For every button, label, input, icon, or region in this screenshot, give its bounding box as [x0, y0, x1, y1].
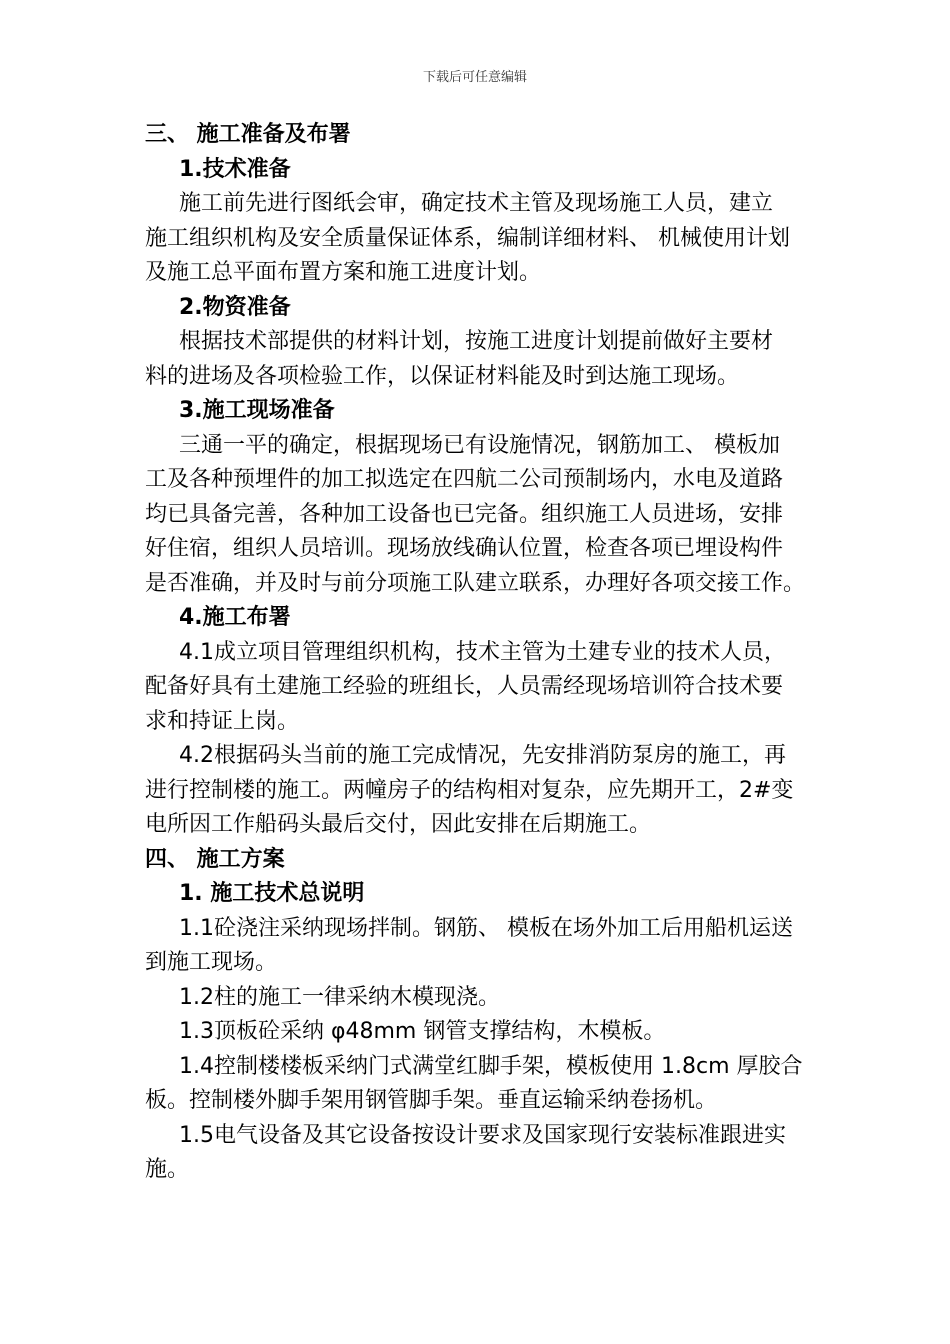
paragraph-line: 1.4控制楼楼板采纳门式满堂红脚手架，模板使用 1.8cm 厚胶合 — [179, 1053, 803, 1079]
subsection-heading: 1.技术准备 — [179, 156, 291, 182]
paragraph-line: 好住宿，组织人员培训。现场放线确认位置，检查各项已埋设构件 — [145, 536, 784, 561]
paragraph-line: 到施工现场。 — [145, 950, 278, 975]
paragraph-line: 三通一平的确定，根据现场已有设施情况，钢筋加工、 模板加 — [179, 432, 780, 458]
paragraph-line: 施工前先进行图纸会审，确定技术主管及现场施工人员，建立 — [179, 191, 774, 216]
subsection-heading: 2.物资准备 — [179, 294, 291, 320]
subsection-heading: 4.施工布署 — [179, 605, 291, 630]
paragraph-line: 施。 — [145, 1157, 190, 1182]
paragraph-line: 1.2柱的施工一律采纳木模现浇。 — [179, 984, 500, 1010]
subsection-heading: 3.施工现场准备 — [179, 398, 335, 423]
subsection-heading: 1. 施工技术总说明 — [179, 881, 365, 906]
paragraph-line: 均已具备完善，各种加工设备也已完备。组织施工人员进场，安排 — [145, 501, 784, 527]
paragraph-line: 进行控制楼的施工。两幢房子的结构相对复杂，应先期开工，2#变 — [145, 777, 794, 803]
paragraph-line: 电所因工作船码头最后交付，因此安排在后期施工。 — [145, 812, 652, 837]
paragraph-line: 工及各种预埋件的加工拟选定在四航二公司预制场内，水电及道路 — [145, 467, 784, 492]
page-header: 下载后可任意编辑 — [422, 70, 527, 85]
paragraph-line: 施工组织机构及安全质量保证体系，编制详细材料、 机械使用计划 — [145, 225, 790, 251]
section-heading: 四、 施工方案 — [145, 846, 285, 872]
paragraph-line: 1.1砼浇注采纳现场拌制。钢筋、 模板在场外加工后用船机运送 — [179, 915, 793, 941]
paragraph-line: 1.5电气设备及其它设备按设计要求及国家现行安装标准跟进实 — [179, 1122, 786, 1148]
paragraph-line: 4.2根据码头当前的施工完成情况，先安排消防泵房的施工，再 — [179, 743, 786, 768]
paragraph-line: 求和持证上岗。 — [145, 708, 300, 734]
paragraph-line: 及施工总平面布置方案和施工进度计划。 — [145, 260, 542, 285]
paragraph-line: 板。控制楼外脚手架用钢管脚手架。垂直运输采纳卷扬机。 — [145, 1088, 718, 1113]
paragraph-line: 根据技术部提供的材料计划，按施工进度计划提前做好主要材 — [179, 329, 774, 354]
paragraph-line: 是否准确，并及时与前分项施工队建立联系，办理好各项交接工作。 — [145, 570, 806, 596]
paragraph-line: 料的进场及各项检验工作，以保证材料能及时到达施工现场。 — [145, 363, 740, 389]
paragraph-line: 配备好具有土建施工经验的班组长，人员需经现场培训符合技术要 — [145, 674, 784, 699]
document-body — [145, 118, 837, 1188]
paragraph-line: 1.3顶板砼采纳 φ48mm 钢管支撑结构，木模板。 — [179, 1019, 666, 1044]
section-heading: 三、 施工准备及布署 — [145, 122, 351, 147]
paragraph-line: 4.1成立项目管理组织机构，技术主管为土建专业的技术人员， — [179, 639, 786, 665]
